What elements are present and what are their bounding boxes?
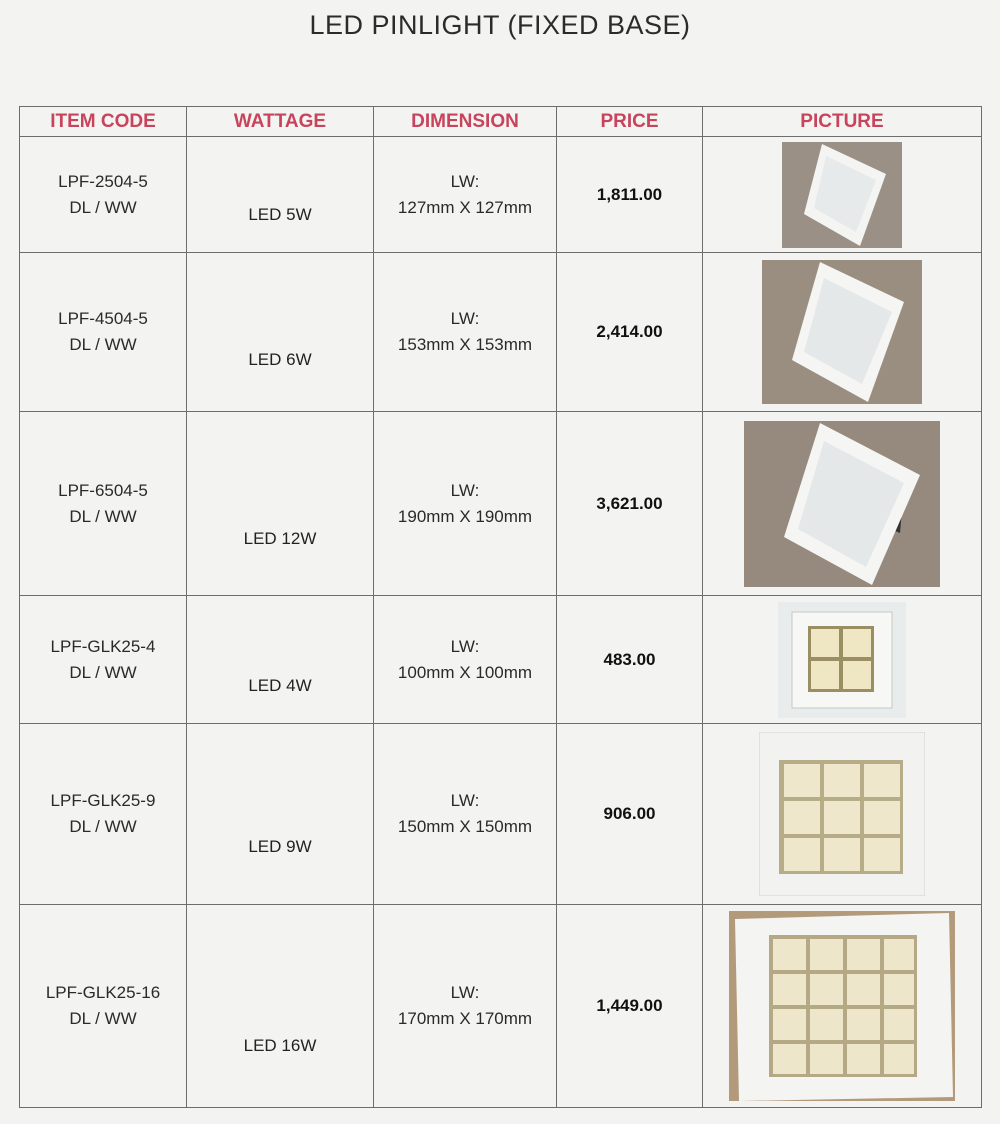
price: 483.00 — [557, 596, 703, 724]
dimension-value: 150mm X 150mm — [397, 817, 533, 836]
dimension-label: LW: — [450, 171, 480, 191]
item-variant: DL / WW — [69, 197, 137, 217]
item-variant: DL / WW — [69, 506, 137, 526]
table-row — [20, 905, 982, 1108]
header-wattage: WATTAGE — [187, 107, 374, 137]
header-row — [20, 107, 982, 137]
table-row — [20, 137, 982, 253]
square-panel-photo — [744, 421, 940, 587]
price: 1,811.00 — [557, 137, 703, 253]
square-panel-photo — [762, 260, 922, 404]
dimension-label: LW: — [450, 791, 480, 810]
dimension-label: LW: — [450, 309, 480, 328]
header-price: PRICE — [557, 107, 703, 137]
header-dimension: DIMENSION — [374, 107, 557, 137]
wattage: LED 4W — [248, 675, 312, 695]
price: 2,414.00 — [557, 253, 703, 412]
dimension-value: 153mm X 153mm — [397, 335, 533, 354]
header-item-code: ITEM CODE — [20, 107, 187, 137]
dimension-label: LW: — [450, 636, 480, 656]
dimension-value: 170mm X 170mm — [397, 1009, 533, 1028]
item-variant: DL / WW — [69, 1009, 137, 1028]
dimension-value: 190mm X 190mm — [397, 506, 533, 526]
grid-4-photo — [778, 602, 906, 718]
wattage: LED 9W — [248, 837, 312, 856]
dimension-value: 127mm X 127mm — [397, 197, 533, 217]
item-code: LPF-6504-5 — [58, 480, 148, 500]
table-row — [20, 596, 982, 724]
page-title: LED PINLIGHT (FIXED BASE) — [309, 10, 691, 40]
grid-16-photo — [729, 911, 955, 1101]
grid-9-photo — [759, 732, 925, 896]
item-code: LPF-2504-5 — [58, 171, 148, 191]
item-variant: DL / WW — [69, 817, 137, 836]
square-panel-photo — [782, 142, 902, 248]
item-code: LPF-4504-5 — [58, 309, 148, 328]
price: 906.00 — [557, 724, 703, 905]
item-variant: DL / WW — [69, 662, 137, 682]
item-variant: DL / WW — [69, 335, 137, 354]
price: 3,621.00 — [557, 412, 703, 596]
dimension-label: LW: — [450, 983, 480, 1002]
wattage: LED 6W — [248, 350, 312, 369]
product-table — [19, 106, 982, 1108]
item-code: LPF-GLK25-9 — [50, 791, 156, 810]
wattage: LED 16W — [243, 1036, 317, 1055]
table-row — [20, 724, 982, 905]
item-code: LPF-GLK25-16 — [45, 983, 161, 1002]
table-row — [20, 412, 982, 596]
dimension-label: LW: — [450, 480, 480, 500]
header-picture: PICTURE — [703, 107, 982, 137]
table-row — [20, 253, 982, 412]
wattage: LED 5W — [248, 204, 312, 224]
wattage: LED 12W — [243, 528, 317, 548]
item-code: LPF-GLK25-4 — [50, 636, 156, 656]
dimension-value: 100mm X 100mm — [397, 662, 533, 682]
price: 1,449.00 — [557, 905, 703, 1108]
